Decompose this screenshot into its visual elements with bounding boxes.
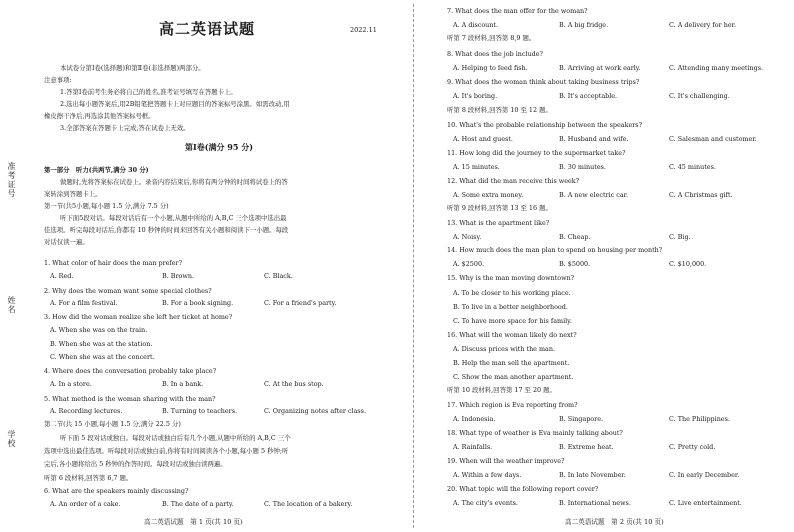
page-1-line: 听下面5段对话。每段对话后有一个小题,从题中所给的 A,B,C 三个选项中选出最 <box>60 214 287 222</box>
page-2-line: 9. What does the woman think about taking business trips? <box>447 78 640 86</box>
page-2-line: B. Help the man sell the apartment. <box>453 359 570 367</box>
page-1-line: 6. What are the speakers mainly discussing? <box>44 487 189 495</box>
page-2-line: 8. What does the job include? <box>447 50 543 58</box>
page-2-line: 14. How much does the man plan to spend on housing per month? <box>447 246 663 254</box>
side-label-school: 学校 <box>7 430 16 448</box>
option-c: C. Pretty cold. <box>669 443 716 451</box>
option-a: A. An order of a cake. <box>50 500 121 508</box>
page-1 <box>44 0 394 532</box>
page-1-line: 注意事项: <box>44 76 72 84</box>
option-b: B. Brown. <box>162 272 194 280</box>
page-2-line: 10. What's the probable relationship between the speakers? <box>447 121 642 129</box>
option-b: B. The date of a party. <box>162 500 234 508</box>
option-a: A. Rainfalls. <box>453 443 493 451</box>
exam-date: 2022.11 <box>350 26 377 34</box>
option-c: C. In early December. <box>669 471 740 479</box>
page-1-line: 案转涂到答题卡上。 <box>44 190 102 198</box>
option-b: B. Husband and wife. <box>559 135 629 143</box>
option-a: A. Noisy. <box>453 233 482 241</box>
page-1-line: 2.选出每小题答案后,用2B铅笔把答题卡上对应题目的答案标号涂黑。如需改动,用 <box>60 100 290 108</box>
option-c: C. The location of a bakery. <box>264 500 353 508</box>
option-a: A. For a film festival. <box>50 299 118 307</box>
option-c: C. For a friend's party. <box>264 299 337 307</box>
page-2-line: B. To live in a better neighborhood. <box>453 303 568 311</box>
page-1-line: 选项中选出最佳选项。听每段对话或独白前,你将有时间阅读各个小题,每小题 5 秒钟;听 <box>44 447 289 455</box>
page-1-line: 1.答第Ⅰ卷前考生务必将自己的姓名,准考证号填写在答题卡上。 <box>60 88 237 96</box>
page-1-line: 听下面 5 段对话或独白。每段对话或独白后有几个小题,从题中所给的 A,B,C 三个 <box>60 434 291 442</box>
page-1-line: 3.全部答案在答题卡上完成,答在试卷上无效。 <box>60 124 190 132</box>
option-b: B. Turning to teachers. <box>162 407 238 415</box>
option-b: B. International news. <box>559 499 631 507</box>
page-2-line: 18. What type of weather is Eva mainly talking about? <box>447 429 623 437</box>
option-a: A. Within a few days. <box>453 471 522 479</box>
option-b: B. A new electric car. <box>559 191 629 199</box>
page-1-line: 佳选项。听完每段对话后,你都有 10 秒钟的时间来回答有关小题和阅读下一小题。每段 <box>44 226 289 234</box>
option-c: C. 45 minutes. <box>669 163 716 171</box>
page-1-line: B. When she was at the station. <box>50 340 153 348</box>
page-2-line: 17. Which region is Eva reporting from? <box>447 401 578 409</box>
page-1-line: 第一节(共5小题,每小题 1.5 分,满分 7.5 分) <box>44 202 169 210</box>
option-b: B. 30 minutes. <box>559 163 606 171</box>
option-a: A. Host and guest. <box>453 135 513 143</box>
page-2-line: 听第 7 段材料,回答第 8,9 题。 <box>447 34 536 42</box>
fold-line <box>413 4 414 528</box>
page-1-line: 第一部分 听力(共两节,满分 30 分) <box>44 166 149 174</box>
page-1-line: A. When she was on the train. <box>50 326 148 334</box>
option-c: C. A delivery for her. <box>669 21 737 29</box>
option-c: C. The Philippines. <box>669 415 730 423</box>
option-b: B. Singapore. <box>559 415 604 423</box>
option-b: B. $5000. <box>559 260 591 268</box>
page-2-line: 听第 8 段材料,回答第 10 至 12 题。 <box>447 106 552 114</box>
option-c: C. Black. <box>264 272 293 280</box>
page-1-line: 第二节(共 15 小题,每小题 1.5 分,满分 22.5 分) <box>44 420 181 428</box>
section-heading: 第Ⅰ卷(满分 95 分) <box>184 142 253 152</box>
option-b: B. It's acceptable. <box>559 92 618 100</box>
page-2-line: C. To have more space for his family. <box>453 317 572 325</box>
option-a: A. The city's events. <box>453 499 518 507</box>
page-2-line: 12. What did the man receive this week? <box>447 177 580 185</box>
option-a: A. In a store. <box>50 380 92 388</box>
page-2-line: 13. What is the apartment like? <box>447 219 550 227</box>
page-2-line: 16. What will the woman likely do next? <box>447 331 577 339</box>
option-a: A. Indonesia. <box>453 415 496 423</box>
page-2-line: 20. What topic will the following report cover? <box>447 485 599 493</box>
option-b: B. A big fridge. <box>559 21 609 29</box>
option-a: A. $2500. <box>453 260 485 268</box>
page-2-line: C. Show the man another apartment. <box>453 373 574 381</box>
page-2-line: 11. How long did the journey to the supermarket take? <box>447 149 626 157</box>
option-a: A. Helping to feed fish. <box>453 64 528 72</box>
page-1-line: 对话仅读一遍。 <box>44 238 89 246</box>
page-1-line: 5. What method is the woman sharing with the man? <box>44 395 216 403</box>
option-a: A. A discount. <box>453 21 498 29</box>
page-title: 高二英语试题 <box>159 20 256 38</box>
option-b: B. Extreme heat. <box>559 443 614 451</box>
page-2-line: 15. Why is the man moving downtown? <box>447 274 575 282</box>
option-b: B. Arriving at work early. <box>559 64 641 72</box>
page-1-line: 4. Where does the conversation probably take place? <box>44 367 217 375</box>
option-a: A. Some extra money. <box>453 191 524 199</box>
option-c: C. At the bus stop. <box>264 380 324 388</box>
option-c: C. It's challenging. <box>669 92 730 100</box>
page-2-line: 7. What does the man offer for the woman? <box>447 7 588 15</box>
page-1-line: 1. What color of hair does the man prefer? <box>44 259 183 267</box>
option-a: A. Red. <box>50 272 74 280</box>
option-c: C. Live entertainment. <box>669 499 742 507</box>
page-1-line: 听第 6 段材料,回答第 6,7 题。 <box>44 474 133 482</box>
option-b: B. For a book signing. <box>162 299 234 307</box>
option-b: B. In late November. <box>559 471 626 479</box>
page-2-line: 听第 9 段材料,回答第 13 至 16 题。 <box>447 204 552 212</box>
page-2-line: A. Discuss prices with the man. <box>453 345 556 353</box>
page-1-line: 橡皮擦干净后,再选涂其他答案标号框。 <box>44 112 155 120</box>
page-2 <box>447 0 787 532</box>
page-1-line: 本试卷分第Ⅰ卷(选择题)和第Ⅱ卷(非选择题)两部分。 <box>60 64 205 72</box>
option-c: C. A Christmas gift. <box>669 191 733 199</box>
option-b: B. Cheap. <box>559 233 591 241</box>
option-c: C. Big. <box>669 233 691 241</box>
option-a: A. 15 minutes. <box>453 163 500 171</box>
page-1-line: 完后,各小题将给出 5 秒钟的作答时间。每段对话或独白读两遍。 <box>44 460 227 468</box>
side-label-name: 姓名 <box>7 296 16 314</box>
option-c: C. $10,000. <box>669 260 707 268</box>
footer-page-2: 高二英语试题 第 2 页(共 10 页) <box>565 518 664 526</box>
option-a: A. Recording lectures. <box>50 407 123 415</box>
option-c: C. Organizing notes after class. <box>264 407 366 415</box>
option-b: B. In a bank. <box>162 380 204 388</box>
page-2-line: A. To be closer to his working place. <box>453 289 571 297</box>
footer-page-1: 高二英语试题 第 1 页(共 10 页) <box>144 518 243 526</box>
page-2-line: 听第 10 段材料,回答第 17 至 20 题。 <box>447 386 556 394</box>
page-1-line: 3. How did the woman realize she left her ticket at home? <box>44 313 233 321</box>
page-1-line: 做题时,先将答案标在试卷上。录音内容结束后,你将有两分钟的时间将试卷上的答 <box>60 178 288 186</box>
page-1-line: C. When she was at the concert. <box>50 353 155 361</box>
side-label-exam-number: 准考证号 <box>7 162 16 198</box>
page-2-line: 19. When will the weather improve? <box>447 457 565 465</box>
page-1-line: 2. Why does the woman want some special clothes? <box>44 287 212 295</box>
option-c: C. Salesman and customer. <box>669 135 757 143</box>
option-c: C. Attending many meetings. <box>669 64 764 72</box>
option-a: A. It's boring. <box>453 92 498 100</box>
